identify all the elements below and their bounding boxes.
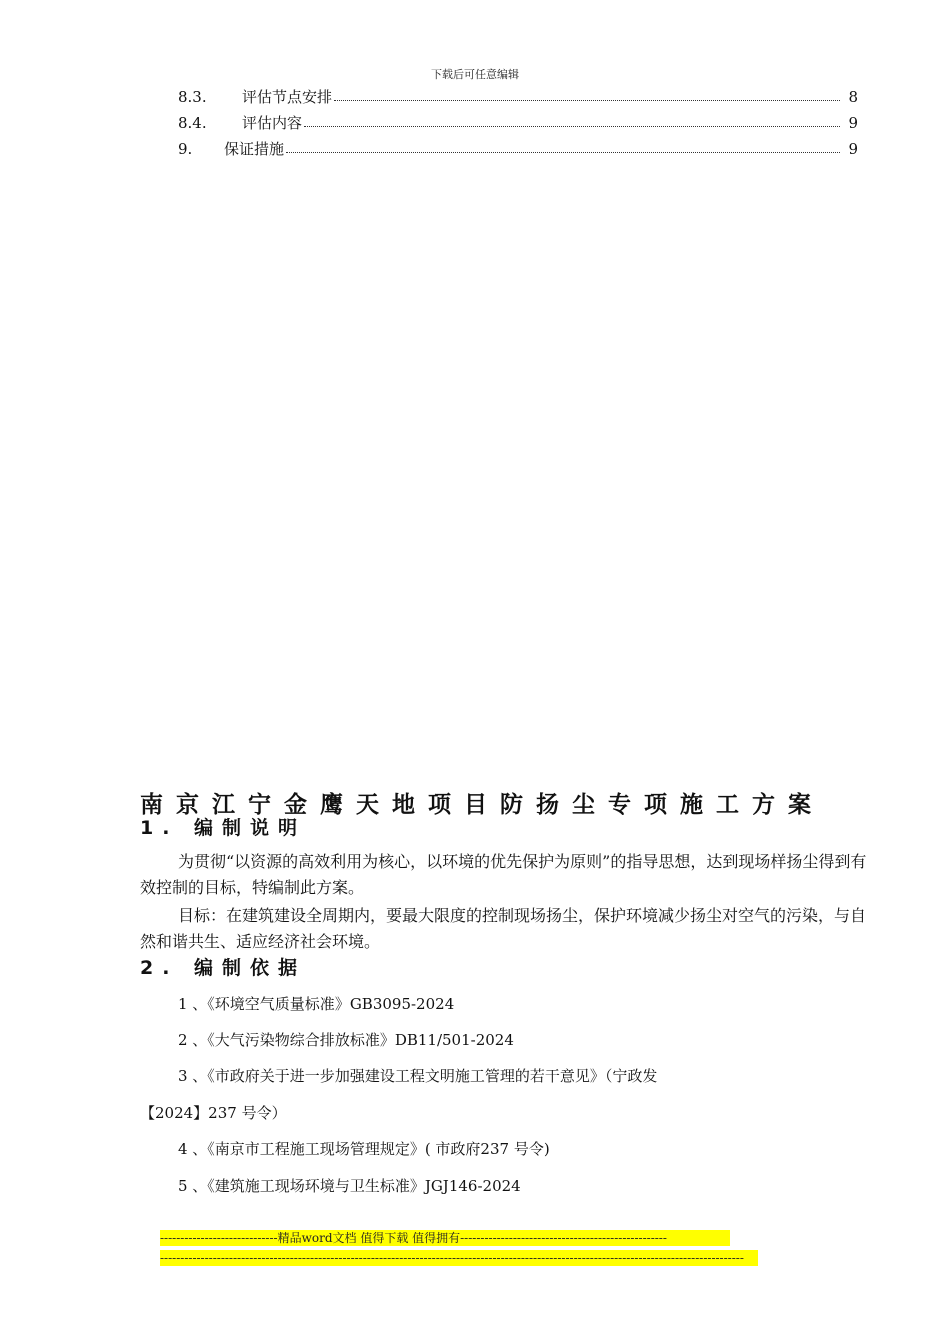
toc-entry[interactable] [178, 138, 858, 160]
toc-entry-title: 保证措施 [224, 140, 285, 158]
reference-item: 5 、《建筑施工现场环境与卫生标准》JGJ146-2024 [178, 1177, 521, 1195]
toc-entry-number: 9. [178, 140, 193, 158]
section-heading-1: 1. 编制说明 [140, 817, 307, 839]
toc-entry-number: 8.3. [178, 88, 207, 106]
toc-entry-page: 8 [848, 88, 858, 106]
footer-line-2: ------------------------------------------------------------------------------------------------------------------------------------------------ [160, 1250, 758, 1266]
document-title: 南京江宁金鹰天地项目防扬尘专项施工方案 [140, 792, 824, 818]
toc-leader-dots [304, 112, 840, 127]
toc-entry-page: 9 [848, 140, 858, 158]
toc-leader-dots [334, 86, 840, 101]
paragraph-purpose: 为贯彻“以资源的高效利用为核心，以环境的优先保护为原则”的指导思想，达到现场样扬尘得到有效控制的目标，特编制此方案。 [140, 852, 867, 897]
reference-item: 4 、《南京市工程施工现场管理规定》( 市政府237 号令) [178, 1140, 550, 1158]
toc-leader-dots [286, 138, 840, 153]
reference-item: 3 、《市政府关于进一步加强建设工程文明施工管理的若干意见》（宁政发 [178, 1067, 658, 1085]
reference-item: 2 、《大气污染物综合排放标准》DB11/501-2024 [178, 1031, 514, 1049]
toc-entry-title: 评估节点安排 [242, 88, 333, 106]
toc-entry[interactable] [178, 86, 858, 108]
paragraph-goal: 目标：在建筑建设全周期内，要最大限度的控制现场扬尘，保护环境减少扬尘对空气的污染，与自然和谐共生、适应经济社会环境。 [140, 906, 867, 951]
footer-line-1: -----------------------------精品word文档 值得下载 值得拥有--------------------------------------------------- [160, 1230, 730, 1246]
header-note: 下载后可任意编辑 [431, 68, 519, 81]
toc-entry-number: 8.4. [178, 114, 207, 132]
footer-banner [160, 1230, 758, 1266]
reference-item: 1 、《环境空气质量标准》GB3095-2024 [178, 995, 455, 1013]
reference-item-continuation: 【2024】237 号令） [140, 1104, 287, 1122]
toc-entry-title: 评估内容 [242, 114, 303, 132]
toc-entry[interactable] [178, 112, 858, 134]
section-heading-2: 2. 编制依据 [140, 957, 307, 979]
toc-entry-page: 9 [848, 114, 858, 132]
